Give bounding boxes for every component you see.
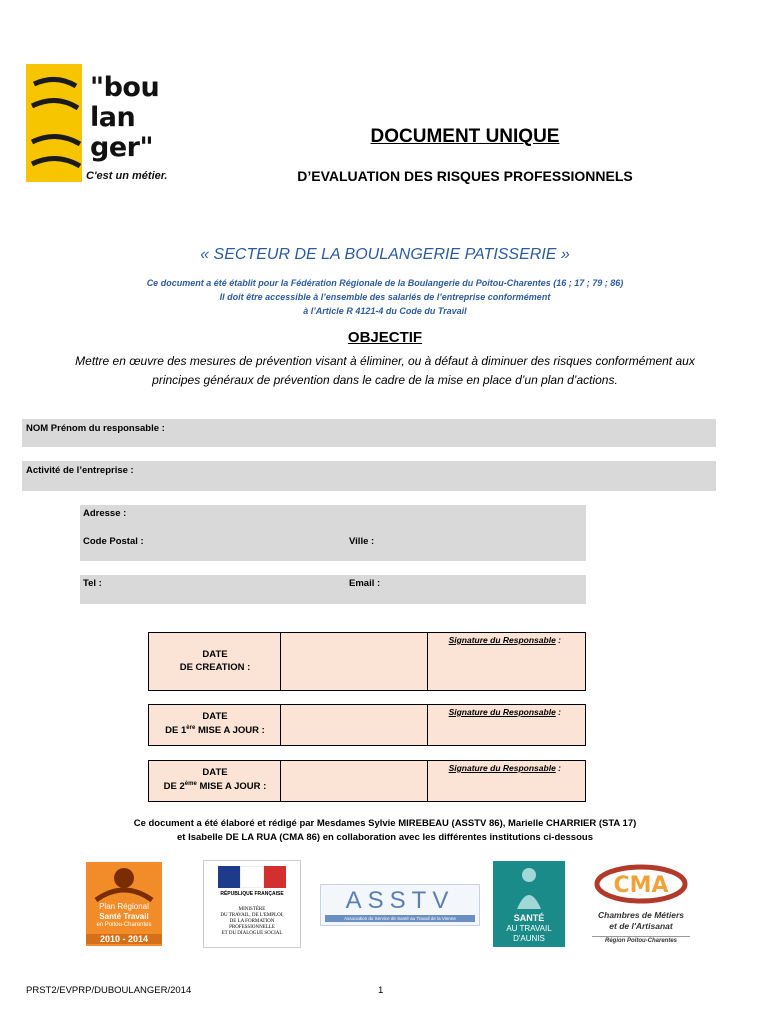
sta-logo: [493, 861, 565, 947]
person-icon: [86, 862, 162, 902]
cma-line-3: Région Poitou-Charentes: [592, 936, 690, 944]
cma-logo: [592, 864, 690, 948]
tel-label: Tel :: [83, 578, 102, 589]
prst-line-1: Plan Régional: [99, 902, 149, 911]
credits-line-2: et Isabelle DE LA RUA (CMA 86) en collaboration avec les différentes institutions ci-dessous: [177, 832, 593, 843]
credits-line-1: Ce document a été élaboré et rédigé par Mesdames Sylvie MIREBEAU (ASSTV 86), Marielle CHARRIER (STA 17): [133, 818, 637, 829]
ministere-text: MINISTÈRE DU TRAVAIL, DE L'EMPLOI, DE LA FORMATION PROFESSIONNELLE ET DU DIALOGUE SOCIAL: [220, 907, 284, 936]
prst-years: 2010 - 2014: [86, 934, 162, 944]
rf-text: RÉPUBLIQUE FRANÇAISE: [220, 891, 284, 897]
code-postal-label: Code Postal :: [83, 536, 144, 547]
date-maj2-label-2: DE 2ème MISE A JOUR :: [163, 781, 267, 793]
date-maj1-row: [148, 704, 586, 746]
signature-maj1-label: Signature du Responsable :: [448, 707, 561, 717]
nom-field[interactable]: [22, 419, 716, 447]
intro-line-2: Il doit être accessible à l’ensemble des salariés de l’entreprise conformément: [219, 292, 551, 302]
person-silhouette-icon: [493, 861, 565, 911]
date-maj2-input[interactable]: [281, 761, 428, 801]
signature-maj2-box[interactable]: [428, 761, 585, 801]
prst-line-2: Santé Travail: [99, 912, 149, 921]
date-maj1-label-1: DATE: [202, 711, 228, 722]
logo-word-3: ger": [90, 132, 154, 163]
french-flag-icon: [218, 866, 286, 888]
logo-tagline: C'est un métier.: [86, 170, 168, 182]
sta-line-2: AU TRAVAIL: [506, 924, 552, 933]
cma-emblem-icon: [592, 864, 690, 904]
objectif-heading: OBJECTIF: [347, 329, 423, 346]
date-creation-row: [148, 632, 586, 691]
date-maj2-row: [148, 760, 586, 802]
signature-creation-box[interactable]: [428, 633, 585, 690]
document-subtitle: D’EVALUATION DES RISQUES PROFESSIONNELS: [297, 168, 633, 184]
date-creation-input[interactable]: [281, 633, 428, 690]
footer-reference: PRST2/EVPRP/DUBOULANGER/2014: [26, 985, 192, 996]
objectif-text-2: principes généraux de prévention dans le cadre de la mise en place d’un plan d’actions.: [152, 373, 618, 387]
signature-maj2-label: Signature du Responsable :: [448, 763, 561, 773]
nom-label: NOM Prénom du responsable :: [26, 423, 165, 434]
asstv-name: ASSTV: [345, 887, 455, 914]
signature-maj1-box[interactable]: [428, 705, 585, 745]
date-creation-label-2: DE CREATION :: [179, 662, 251, 673]
objectif-text-1: Mettre en œuvre des mesures de prévention visant à éliminer, ou à défaut à diminuer des risques conformément aux: [75, 354, 695, 368]
adresse-label: Adresse :: [83, 508, 127, 519]
sta-line-1: SANTÉ: [513, 913, 545, 923]
asstv-logo: [320, 884, 480, 926]
logo-word-1: "bou: [90, 72, 160, 103]
ville-label: Ville :: [349, 536, 375, 547]
document-title: DOCUMENT UNIQUE: [370, 126, 560, 147]
date-maj1-label-2: DE 1ère MISE A JOUR :: [165, 725, 265, 737]
activite-field[interactable]: [22, 461, 716, 491]
svg-text:CMA: CMA: [613, 873, 669, 898]
date-maj1-input[interactable]: [281, 705, 428, 745]
b-letter-icon: [26, 64, 86, 184]
date-maj2-label-1: DATE: [202, 767, 228, 778]
asstv-sub: Association du Service de Santé au Travail de la Vienne: [325, 915, 475, 922]
prst-line-3: en Poitou-Charentes: [96, 922, 152, 928]
date-creation-label-1: DATE: [202, 649, 228, 660]
signature-creation-label: Signature du Responsable :: [448, 635, 561, 645]
boulanger-logo: [26, 64, 196, 186]
intro-line-1: Ce document a été établit pour la Fédération Régionale de la Boulangerie du Poitou-Charentes (16 ; 17 ; 79 ; 86): [146, 278, 624, 288]
activite-label: Activité de l’entreprise :: [26, 465, 134, 476]
page-number: 1: [378, 985, 384, 996]
contact-block[interactable]: [80, 575, 586, 604]
email-label: Email :: [349, 578, 381, 589]
intro-line-3: à l’Article R 4121-4 du Code du Travail: [303, 306, 467, 316]
sector-heading: « SECTEUR DE LA BOULANGERIE PATISSERIE »: [200, 246, 570, 263]
sta-line-3: D'AUNIS: [513, 934, 545, 943]
cma-line-1: Chambres de Métiers: [598, 910, 684, 920]
cma-line-2: et de l'Artisanat: [609, 921, 673, 931]
prst-logo: [86, 862, 162, 946]
logo-word-2: lan: [90, 102, 136, 133]
ministere-logo: [203, 860, 301, 948]
address-block[interactable]: [80, 505, 586, 561]
